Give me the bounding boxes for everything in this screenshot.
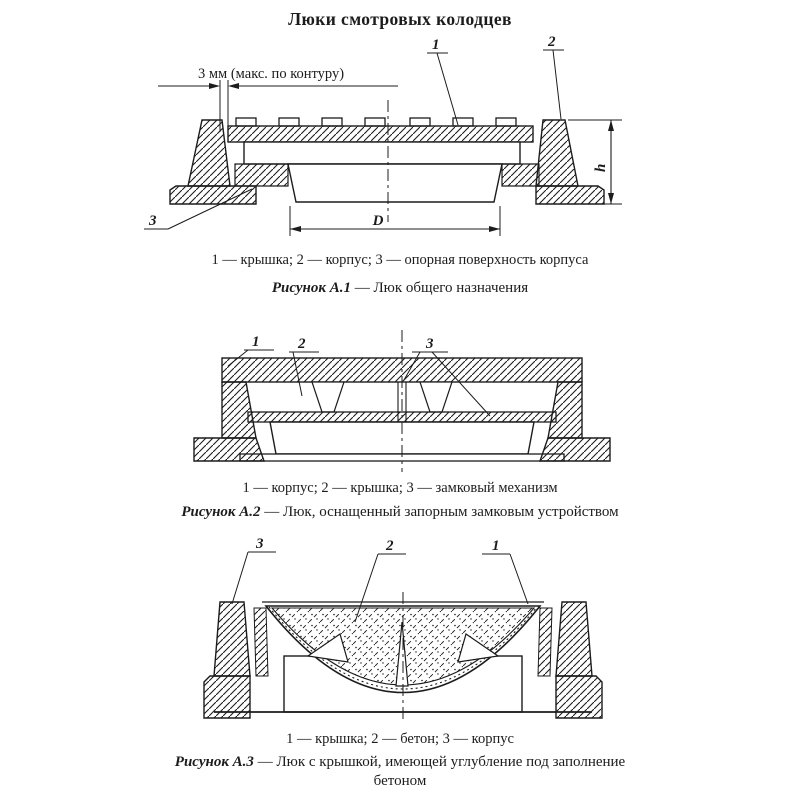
callout-1-label: 1 — [492, 538, 500, 554]
dim-h-label: h — [593, 163, 609, 172]
support-flange-right — [540, 438, 610, 461]
cover-edge-right — [538, 608, 552, 676]
callout-3 — [232, 536, 276, 604]
figure-a3-caption-line1 — [0, 753, 800, 772]
cover-tread-bumps — [236, 118, 516, 126]
leader-line — [437, 53, 458, 125]
leader-line — [553, 50, 561, 119]
support-flange-left — [170, 186, 256, 204]
dimension-3mm — [158, 66, 398, 132]
callout-1-label: 1 — [252, 334, 260, 350]
figure-a1-caption-text: — Люк общего назначения — [354, 280, 529, 296]
figure-a2-legend: 1 — корпус; 2 — крышка; 3 — замковый механизм — [242, 480, 558, 496]
figure-a2-drawing — [192, 326, 612, 476]
figure-a3-legend: 1 — крышка; 2 — бетон; 3 — корпус — [286, 731, 514, 747]
callout-2 — [543, 36, 564, 119]
dim-d-label: D — [372, 213, 384, 229]
support-flange-right — [536, 186, 604, 204]
callout-2-label: 2 — [548, 36, 556, 50]
callout-1 — [427, 37, 458, 125]
leader-line — [510, 554, 528, 604]
dimension-diameter — [290, 206, 500, 236]
leader-line — [232, 552, 248, 604]
figure-a3-caption — [0, 753, 800, 791]
frame-bracket-left — [235, 164, 288, 186]
cover-rim — [244, 142, 520, 164]
figure-a1-caption — [0, 279, 800, 298]
support-flange-right — [556, 676, 602, 718]
frame-wall-left — [222, 382, 256, 438]
callout-3-label: 3 — [256, 536, 264, 552]
frame-bracket-right — [502, 164, 539, 186]
frame-opening — [288, 164, 502, 202]
callout-3-label: 3 — [426, 336, 434, 352]
callout-2-label: 2 — [386, 538, 394, 554]
cover-rib — [312, 382, 344, 412]
figure-a3-caption-label: Рисунок А.3 — [174, 754, 254, 770]
callout-1-label: 1 — [432, 37, 440, 53]
figure-a2-caption-label: Рисунок А.2 — [181, 504, 261, 520]
callout-1 — [482, 538, 528, 604]
figure-a1-drawing — [140, 36, 650, 248]
figure-a3-caption-text: — Люк с крышкой, имеющей углубление под заполнение — [257, 754, 626, 770]
callout-3-label: 3 — [149, 213, 157, 229]
support-flange-left — [204, 676, 250, 718]
cover-rib — [420, 382, 452, 412]
figure-a3-caption-line2: бетоном — [373, 773, 427, 789]
cover-edge-left — [254, 608, 268, 676]
frame-wall-right — [536, 120, 578, 186]
frame-wall-left — [188, 120, 230, 186]
figure-a1-caption-label: Рисунок А.1 — [271, 280, 351, 296]
figure-a2-caption — [0, 503, 800, 522]
frame-wall-right — [556, 602, 592, 676]
page-title: Люки смотровых колодцев — [288, 9, 512, 29]
frame-wall-right — [548, 382, 582, 438]
figure-a1-legend: 1 — крышка; 2 — корпус; 3 — опорная поверхность корпуса — [211, 252, 589, 268]
callout-2-label: 2 — [298, 336, 306, 352]
annotation-3mm-label: 3 мм (макс. по контуру) — [198, 66, 345, 82]
frame-wall-left — [214, 602, 250, 676]
cover-slab-section — [228, 126, 533, 142]
figure-a2-caption-text: — Люк, оснащенный запорным замковым устройством — [264, 504, 619, 520]
support-flange-left — [194, 438, 264, 461]
figure-a3-drawing — [188, 534, 618, 728]
